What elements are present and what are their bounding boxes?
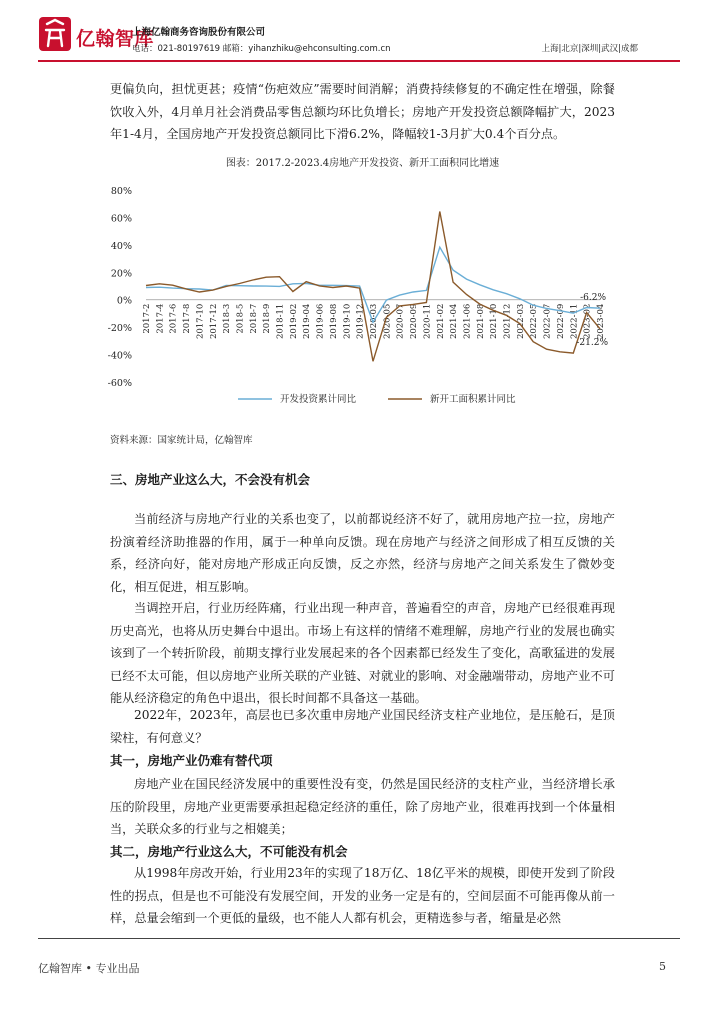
x-tick-label: 2020-07	[395, 303, 406, 340]
x-tick-label: 2021-04	[449, 303, 460, 340]
x-tick-label: 2017-6	[168, 303, 179, 334]
x-tick-label: 2022-05	[529, 303, 540, 340]
x-tick-label: 2022-07	[542, 303, 553, 340]
x-tick-label: 2019-12	[355, 303, 366, 340]
x-tick-label: 2021-02	[435, 303, 446, 340]
section-heading: 三、房地产业这么大，不会没有机会	[110, 472, 311, 487]
x-tick-label: 2019-02	[288, 303, 299, 340]
annotation-label: -21.2%	[576, 337, 608, 348]
x-tick-label: 2019-10	[342, 303, 353, 340]
figure-title: 图表：2017.2-2023.4房地产开发投资、新开工面积同比增速	[225, 158, 500, 169]
x-tick-label: 2021-08	[475, 303, 486, 340]
x-tick-label: 2017-2	[142, 303, 152, 334]
intro-paragraph: 更偏负向，担忧更甚；疫情“伤疤效应”需要时间消解；消费持续修复的不确定性在增强，除餐饮收入外，4月单月社会消费品零售总额均环比负增长；房地产开发投资总额降幅扩大，2023年1-4月，全国房地产开发投资总额同比下滑6.2%，降幅较1-3月扩大0.4个百分点。	[110, 82, 615, 141]
paragraph-1: 当前经济与房地产行业的关系也变了，以前都说经济不好了，就用房地产拉一拉，房地产扮演着经济助推器的作用，属于一种单向反馈。现在房地产与经济之间形成了相互反馈的关系，经济向好，能对房地产形成正向反馈，反之亦然，经济与房地产之间关系发生了微妙变化，相互促进，相互影响。	[110, 512, 615, 594]
x-tick-label: 2017-4	[155, 303, 166, 334]
y-tick-label: -20%	[107, 323, 132, 335]
legend-label: 开发投资累计同比	[280, 394, 357, 405]
y-tick-label: 80%	[110, 186, 132, 197]
legend-label: 新开工面积累计同比	[430, 394, 516, 405]
company-name: 上海亿翰商务咨询股份有限公司	[132, 27, 266, 38]
x-tick-label: 2018-7	[248, 303, 259, 334]
x-tick-label: 2017-8	[182, 303, 193, 334]
x-tick-label: 2021-06	[462, 303, 473, 340]
x-tick-label: 2022-03	[515, 303, 526, 340]
page-number: 5	[659, 960, 666, 973]
y-tick-label: 20%	[110, 268, 132, 280]
x-tick-label: 2020-09	[409, 303, 420, 340]
x-tick-label: 2019-04	[302, 303, 313, 340]
x-tick-label: 2018-5	[235, 303, 246, 334]
figure-source: 资料来源：国家统计局，亿翰智库	[110, 435, 253, 446]
y-tick-label: -40%	[107, 350, 132, 362]
x-tick-label: 2017-12	[208, 303, 219, 340]
x-tick-label: 2023-04	[596, 303, 606, 340]
chart-canvas	[100, 176, 620, 416]
x-tick-label: 2020-03	[369, 303, 379, 340]
paragraph-3: 2022年，2023年，高层也已多次重申房地产业国民经济支柱产业地位，是压舱石，是顶梁柱，有何意义？	[110, 708, 615, 745]
annotation-label: -6.2%	[580, 293, 606, 304]
subsection-2-text: 从1998年房改开始，行业用23年的实现了18万亿、18亿平米的规模，即使开发到了阶段性的拐点，但是也不可能没有发展空间，开发的业务一定是有的，空间层面不可能再像从前一样，总量会缩到一个更低的量级，也不能人人都有机会，更精选参与者，缩量是必然	[110, 866, 615, 925]
subheading-1: 其一，房地产业仍难有替代项	[110, 753, 273, 768]
page-header	[0, 0, 724, 62]
x-tick-label: 2017-10	[195, 303, 206, 340]
logo-icon	[38, 16, 72, 52]
logo-text: 亿翰智库	[76, 28, 155, 50]
office-cities: 上海|北京|深圳|武汉|成都	[541, 44, 638, 54]
x-tick-label: 2020-05	[382, 303, 393, 340]
x-tick-label: 2022-11	[569, 303, 580, 340]
y-tick-label: 40%	[110, 240, 132, 252]
x-tick-label: 2021-12	[502, 303, 513, 340]
x-tick-label: 2019-06	[315, 303, 326, 340]
y-tick-label: 0%	[116, 295, 132, 307]
contact-info: 电话：021-80197619 邮箱：yihanzhiku@ehconsulting.com.cn	[132, 44, 391, 54]
subheading-2: 其二，房地产行业这么大，不可能没有机会	[110, 844, 348, 859]
footer-rule	[38, 938, 680, 939]
line-chart	[100, 176, 620, 416]
header-rule	[38, 60, 680, 62]
x-tick-label: 2018-3	[222, 303, 233, 334]
y-tick-label: -60%	[107, 378, 132, 389]
x-tick-label: 2022-09	[555, 303, 566, 340]
x-tick-label: 2018-9	[262, 303, 273, 334]
x-tick-label: 2019-08	[328, 303, 339, 340]
x-tick-label: 2021-10	[489, 303, 500, 340]
footer-brand: 亿翰智库 • 专业出品	[38, 962, 140, 975]
x-tick-label: 2020-11	[422, 303, 433, 340]
paragraph-2: 当调控开启，行业历经阵痛，行业出现一种声音，普遍看空的声音，房地产已经很难再现历史高光，也将从历史舞台中退出。市场上有这样的情绪不难理解，房地产行业的发展也确实该到了一个转折阶段，前期支撑行业发展起来的各个因素都已经发生了变化，高歌猛进的发展已经不太可能，但以房地产业所关联的产业链、对就业的影响、对金融端带动，房地产业不可能从经济稳定的角色中退出，很长时间都不具备这一基础。	[110, 601, 615, 705]
x-tick-label: 2023-02	[582, 303, 593, 340]
x-tick-label: 2018-11	[275, 303, 286, 340]
y-tick-label: 60%	[110, 213, 132, 225]
subsection-1-text: 房地产业在国民经济发展中的重要性没有变，仍然是国民经济的支柱产业，当经济增长承压的阶段里，房地产业更需要承担起稳定经济的重任，除了房地产业，很难再找到一个体量相当，关联众多的行业与之相媲美；	[110, 777, 615, 836]
